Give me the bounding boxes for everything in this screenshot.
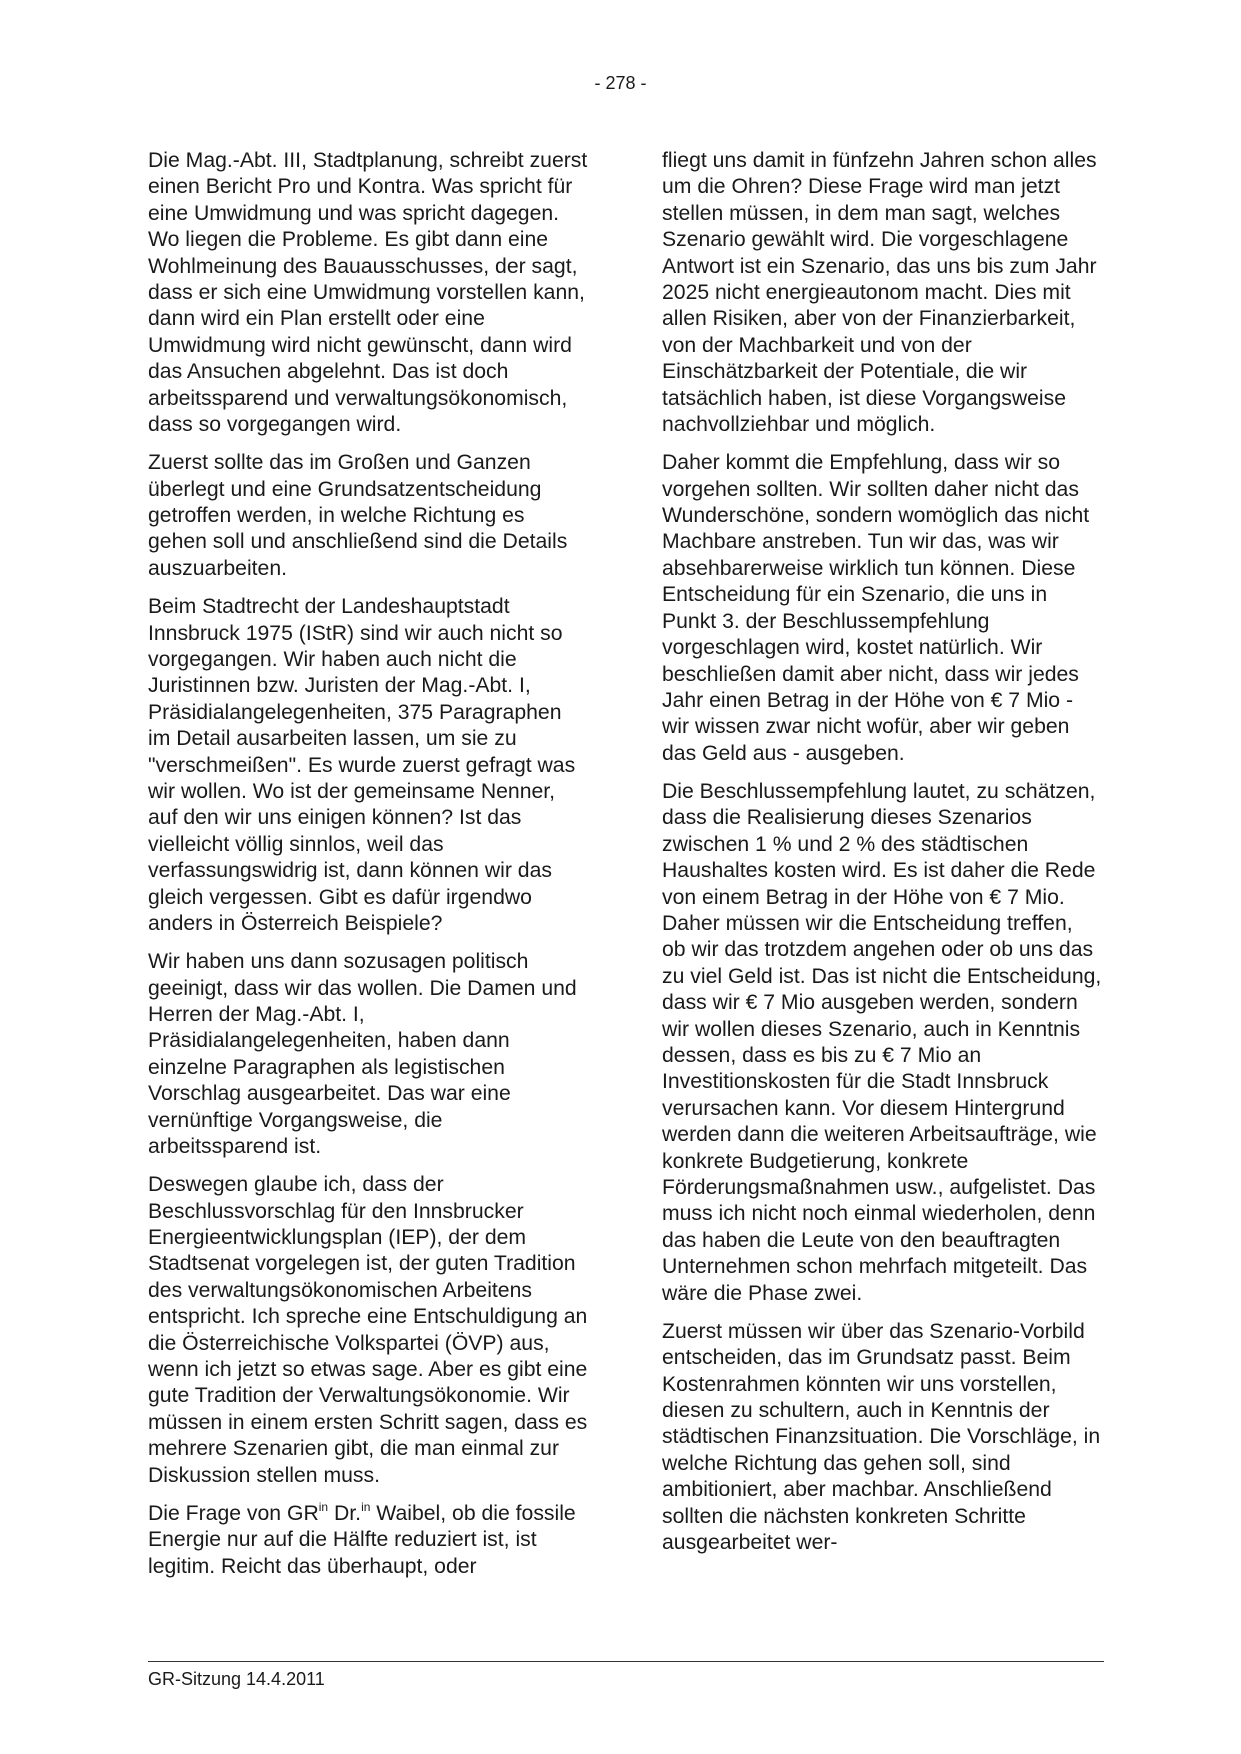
superscript: in bbox=[318, 1499, 329, 1514]
footer-text: GR-Sitzung 14.4.2011 bbox=[148, 1669, 325, 1689]
superscript: in bbox=[361, 1499, 371, 1514]
right-column bbox=[662, 148, 1102, 1568]
paragraph: Deswegen glaube ich, dass der Beschlussvorschlag für den Innsbrucker Energieentwicklungsplan (IEP), der dem Stadtsenat vorgelegen ist, der guten Tradition des verwaltungsökonomischen Arbeitens entspricht. Ich spreche eine Entschuldigung an die Österreichische Volkspartei (ÖVP) aus, wenn ich jetzt so etwas sage. Aber es gibt eine gute Tradition der Verwaltungsökonomie. Wir müssen in einem ersten Schritt sagen, dass es mehrere Szenarien gibt, die man einmal zur Diskussion stellen muss. bbox=[148, 1173, 588, 1487]
left-column bbox=[148, 148, 588, 1592]
text-run: Dr. bbox=[328, 1501, 362, 1525]
paragraph: Zuerst sollte das im Großen und Ganzen überlegt und eine Grundsatzentscheidung getroffen werden, in welche Richtung es gehen soll und anschließend sind die Details auszuarbeiten. bbox=[148, 451, 568, 580]
paragraph: Zuerst müssen wir über das Szenario-Vorbild entscheiden, das im Grundsatz passt. Beim Kostenrahmen könnten wir uns vorstellen, diesen zu schultern, auch in Kenntnis der städtischen Finanzsituation. Die Vorschläge, in welche Richtung das gehen soll, sind ambitioniert, aber machbar. Anschließend sollten die nächsten konkreten Schritte ausgearbeitet wer- bbox=[662, 1319, 1101, 1555]
footer-divider bbox=[148, 1661, 1104, 1662]
text-run: Die Frage von GR bbox=[148, 1501, 319, 1525]
paragraph: Die Mag.-Abt. III, Stadtplanung, schreibt zuerst einen Bericht Pro und Kontra. Was spricht für eine Umwidmung und was spricht dagegen. Wo liegen die Probleme. Es gibt dann eine Wohlmeinung des Bauausschusses, der sagt, dass er sich eine Umwidmung vorstellen kann, dann wird ein Plan erstellt oder eine Umwidmung wird nicht gewünscht, dann wird das Ansuchen abgelehnt. Das ist doch arbeitssparend und verwaltungsökonomisch, dass so vorgegangen wird. bbox=[148, 149, 588, 437]
text-run: Waibel, ob die fossile Energie nur auf die Hälfte reduziert ist, ist legitim. Reicht das überhaupt, oder bbox=[148, 1501, 576, 1578]
paragraph: Wir haben uns dann sozusagen politisch geeinigt, dass wir das wollen. Die Damen und Herren der Mag.-Abt. I, Präsidialangelegenheiten, haben dann einzelne Paragraphen als legistischen Vorschlag ausgearbeitet. Das war eine vernünftige Vorgangsweise, die arbeitssparend ist. bbox=[148, 950, 577, 1159]
page-number: - 278 - bbox=[594, 73, 647, 93]
paragraph: fliegt uns damit in fünfzehn Jahren schon alles um die Ohren? Diese Frage wird man jetzt stellen müssen, in dem man sagt, welches Szenario gewählt wird. Die vorgeschlagene Antwort ist ein Szenario, das uns bis zum Jahr 2025 nicht energieautonom macht. Dies mit allen Risiken, aber von der Finanzierbarkeit, von der Machbarkeit und von der Einschätzbarkeit der Potentiale, die wir tatsächlich haben, ist diese Vorgangsweise nachvollziehbar und möglich. bbox=[662, 149, 1097, 437]
paragraph: Die Beschlussempfehlung lautet, zu schätzen, dass die Realisierung dieses Szenarios zwischen 1 % und 2 % des städtischen Haushaltes kosten wird. Es ist daher die Rede von einem Betrag in der Höhe von € 7 Mio. Daher müssen wir die Entscheidung treffen, ob wir das trotzdem angehen oder ob uns das zu viel Geld ist. Das ist nicht die Entscheidung, dass wir € 7 Mio ausgeben werden, sondern wir wollen dieses Szenario, auch in Kenntnis dessen, dass es bis zu € 7 Mio an Investitionskosten für die Stadt Innsbruck verursachen kann. Vor diesem Hintergrund werden dann die weiteren Arbeitsaufträge, wie konkrete Budgetierung, konkrete Förderungsmaßnahmen usw., aufgelistet. Das muss ich nicht noch einmal wiederholen, denn das haben die Leute von den beauftragten Unternehmen schon mehrfach mitgeteilt. Das wäre die Phase zwei. bbox=[662, 779, 1102, 1305]
paragraph bbox=[148, 1501, 588, 1580]
paragraph: Daher kommt die Empfehlung, dass wir so vorgehen sollten. Wir sollten daher nicht das Wunderschöne, sondern womöglich das nicht Machbare anstreben. Tun wir das, was wir absehbarerweise wirklich tun können. Diese Entscheidung für ein Szenario, die uns in Punkt 3. der Beschlussempfehlung vorgeschlagen wird, kostet natürlich. Wir beschließen damit aber nicht, dass wir jedes Jahr einen Betrag in der Höhe von € 7 Mio - wir wissen zwar nicht wofür, aber wir geben das Geld aus - ausgeben. bbox=[662, 451, 1090, 765]
paragraph: Beim Stadtrecht der Landeshauptstadt Innsbruck 1975 (IStR) sind wir auch nicht so vorgegangen. Wir haben auch nicht die Juristinnen bzw. Juristen der Mag.-Abt. I, Präsidialangelegenheiten, 375 Paragraphen im Detail ausarbeiten lassen, um sie zu "verschmeißen". Es wurde zuerst gefragt was wir wollen. Wo ist der gemeinsame Nenner, auf den wir uns einigen können? Ist das vielleicht völlig sinnlos, weil das verfassungswidrig ist, dann können wir das gleich vergessen. Gibt es dafür irgendwo anders in Österreich Beispiele? bbox=[148, 595, 576, 935]
